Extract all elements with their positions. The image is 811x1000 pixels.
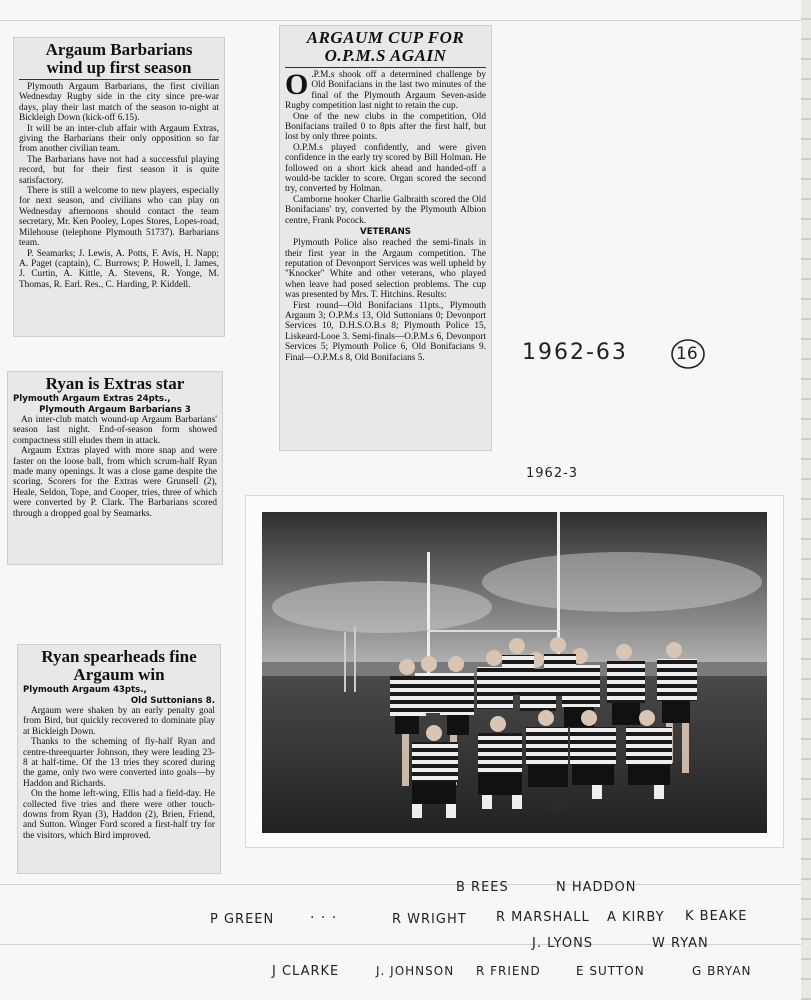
photo-year-annotation: 1962-3 (526, 466, 579, 481)
caption-name: G BRYAN (692, 964, 752, 978)
divider (19, 79, 219, 80)
paragraph: Thanks to the scheming of fly-half Ryan and centre-threequarter Johnson, they were leading 23-8 at half-time. Of the 13 tries they scored during the game, only two were converted into goals—by Haddon and Richards. (23, 737, 215, 789)
ruled-line (0, 20, 811, 21)
paragraph: One of the new clubs in the competition, Old Bonifacians trailed 0 to 8pts after the first half, but lost by only three points. (285, 111, 486, 143)
clipping-argaum-cup (280, 26, 491, 450)
lead-paragraph: O .P.M.s shook off a determined challenge by Old Bonifacians in the last two minutes of the final of the Plymouth Argaum Seven-aside Rugby competition last night to retain the cup. (285, 68, 486, 112)
caption-name: J. JOHNSON (376, 964, 455, 978)
caption-name: B REES (456, 880, 509, 895)
team-photo (262, 512, 767, 833)
headline: Ryan spearheads fine Argaum win (41, 647, 197, 684)
ruled-line (0, 884, 811, 885)
headline: Argaum Barbarians wind up first season (45, 40, 193, 77)
caption-name: J CLARKE (272, 964, 340, 979)
headline: Ryan is Extras star (45, 374, 185, 393)
paragraph: The Barbarians have not had a successful playing record, but for their first season it is quite satisfactory. (19, 154, 219, 186)
caption-name: P GREEN (210, 912, 275, 927)
paragraph: Argaum Extras played with more snap and were faster on the loose ball, from which scrum-half Ryan made many openings. It was a close game despite the scoring. Scorers for the Extras were Grunsell (2), Heale, Seldon, Tope, and Cooper, tries, three of which were converted by P. Clark. The Barbarians scored through a dropped goal by Seamarks. (13, 446, 217, 519)
rugby-ball-icon (545, 796, 567, 812)
divider (285, 67, 486, 68)
clipping-argaum-barbarians (14, 38, 224, 336)
clipping-ryan-spearheads (18, 645, 220, 873)
caption-name: R FRIEND (476, 964, 541, 978)
drop-cap: O (285, 68, 309, 101)
results: First round—Old Bonifacians 11pts., Plymouth Argaum 3; O.P.M.s 13, Old Suttonians 0; Devonport Services 10, D.H.S.O.B.s 8; Plymouth Police 15, Liskeard-Looe 3. Semi-finals—O.P.M.s 6, Devonport Services 5; Plymouth Police 6, Old Bonifacians 9. Final—O.P.M.s 8, Old Bonifacians 5. (285, 300, 486, 363)
score-line: Plymouth Argaum 43pts., (23, 685, 147, 695)
paragraph: An inter-club match wound-up Argaum Barbarians' season last night. End-of-season form showed compactness still eludes them in attack. (13, 415, 217, 446)
caption-name: J. LYONS (532, 936, 594, 951)
team-list: P. Seamarks; J. Lewis, A. Potts, F. Avis, H. Napp; A. Paget (captain), C. Burrows; P. Howell, I. James, J. Curtin, A. Kittle, A. Stevens, R. Yonge, M. Thomas, R. Earl. Res., C. Harding, P. Kiddell. (19, 248, 219, 290)
paragraph: On the home left-wing, Ellis had a field-day. He collected five tries and there were other touch-downs from Ryan (3), Haddon (2), Brien, Friend, and Sutton. Winger Ford scored a first-half try for the visitors, which Bird improved. (23, 789, 215, 841)
page-number: 16 (676, 344, 698, 364)
caption-name: W RYAN (652, 936, 709, 951)
paragraph: O.P.M.s played confidently, and were given confidence in the early try scored by Bill Holman. He followed on a short kick ahead and handed-off a would-be tackler to score. Organ scored the second try, converted by Holman. (285, 142, 486, 195)
paragraph: Plymouth Argaum Barbarians, the first civilian Wednesday Rugby side in the city since pre-war days, play their last match of the season to-night at Bickleigh Down (kick-off 6.15). (19, 82, 219, 124)
paragraph: It will be an inter-club affair with Argaum Extras, giving the Barbarians their only opposition so far from another civilian team. (19, 123, 219, 155)
caption-name: A KIRBY (607, 910, 665, 925)
caption-name: K BEAKE (685, 909, 748, 924)
paragraph: Argaum were shaken by an early penalty goal from Bird, but quickly recovered to dominate play at Bickleigh Down. (23, 706, 215, 737)
caption-name: N HADDON (556, 880, 637, 895)
score-line: Plymouth Argaum Barbarians 3 (39, 405, 191, 415)
caption-name: E SUTTON (576, 964, 645, 978)
binding-edge (801, 0, 811, 1000)
paragraph: There is still a welcome to new players, especially for next season, and civilians who can play on Wednesday afternoons should contact the team secretary, Mr. Ken Pooley, Lopes Stores, Lopes-road, Milehouse (telephone Plymouth 51737). Barbarians team. (19, 186, 219, 249)
caption-name: R MARSHALL (496, 910, 590, 925)
score-line: Old Suttonians 8. (130, 696, 215, 706)
score-line: Plymouth Argaum Extras 24pts., (13, 394, 171, 404)
subhead: VETERANS (360, 227, 411, 238)
headline: ARGAUM CUP FOR O.P.M.S AGAIN (306, 28, 465, 65)
season-annotation: 1962-63 (522, 340, 628, 365)
caption-dots: . . . (310, 906, 338, 922)
caption-name: R WRIGHT (392, 912, 467, 927)
paragraph: Camborne hooker Charlie Galbraith scored the Old Bonifacians' try, converted by the Plymouth Albion centre, Frank Pocock. (285, 194, 486, 226)
clipping-ryan-extras-star (8, 372, 222, 564)
paragraph: Plymouth Police also reached the semi-finals in their first year in the Argaum competition. The reputation of Devonport Services was well upheld by "Knocker" White and other veterans, who played when leave had posed selection problems. The cup was presented by Mrs. T. Hitchins. Results: (285, 238, 486, 301)
